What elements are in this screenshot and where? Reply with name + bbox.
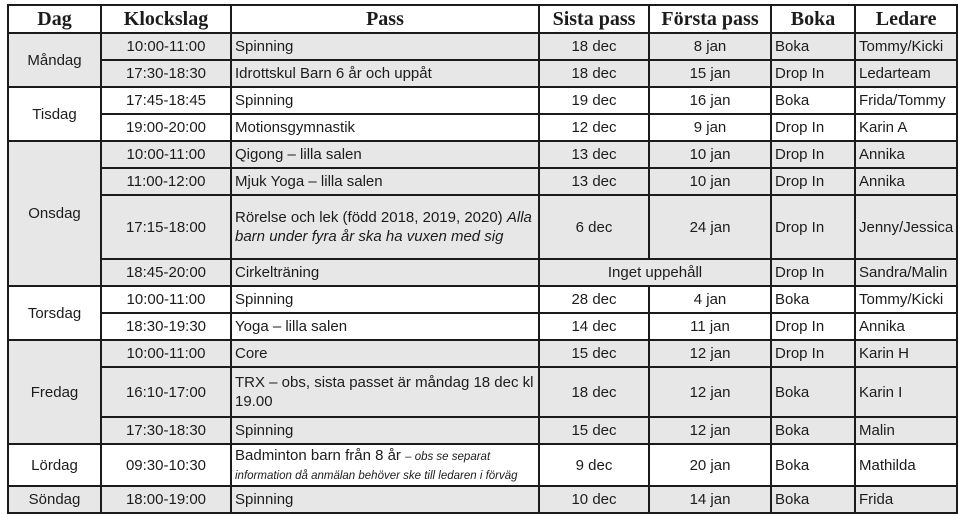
pass-text: Mjuk Yoga – lilla salen [235, 173, 383, 190]
boka-cell: Drop In [771, 195, 855, 259]
boka-cell: Boka [771, 444, 855, 486]
sista-pass-cell: 6 dec [539, 195, 649, 259]
time-cell: 18:30-19:30 [101, 313, 231, 340]
time-cell: 18:00-19:00 [101, 486, 231, 513]
table-row [8, 114, 957, 141]
pass-text: Spinning [235, 38, 294, 55]
pass-text: Spinning [235, 92, 294, 109]
ledare-cell: Ledarteam [855, 60, 957, 87]
header-forsta-pass: Första pass [649, 5, 771, 33]
pass-cell [231, 340, 539, 367]
table-row [8, 141, 957, 168]
pass-text: Qigong – lilla salen [235, 146, 362, 163]
forsta-pass-cell: 11 jan [649, 313, 771, 340]
table-row [8, 286, 957, 313]
pass-note: – obs se separat information då anmälan behöver ske till ledaren i förväg [235, 451, 518, 482]
forsta-pass-cell: 12 jan [649, 367, 771, 417]
time-cell: 17:30-18:30 [101, 417, 231, 444]
pass-cell [231, 367, 539, 417]
forsta-pass-cell: 20 jan [649, 444, 771, 486]
header-row [8, 5, 957, 33]
pass-text: Spinning [235, 291, 294, 308]
pass-cell [231, 114, 539, 141]
time-cell: 10:00-11:00 [101, 286, 231, 313]
header-klockslag: Klockslag [101, 5, 231, 33]
sista-pass-cell: 13 dec [539, 141, 649, 168]
day-cell: Torsdag [8, 286, 101, 340]
sista-pass-cell: 19 dec [539, 87, 649, 114]
forsta-pass-cell: 4 jan [649, 286, 771, 313]
pass-text: Core [235, 345, 268, 362]
header-pass: Pass [231, 5, 539, 33]
pass-text: Spinning [235, 422, 294, 439]
time-cell: 10:00-11:00 [101, 340, 231, 367]
table-row [8, 486, 957, 513]
table-row [8, 313, 957, 340]
table-row [8, 60, 957, 87]
table-row [8, 259, 957, 286]
boka-cell: Boka [771, 286, 855, 313]
boka-cell: Drop In [771, 114, 855, 141]
pass-cell [231, 33, 539, 60]
ledare-cell: Karin I [855, 367, 957, 417]
pass-text: Motionsgymnastik [235, 119, 356, 136]
time-cell: 19:00-20:00 [101, 114, 231, 141]
day-cell: Lördag [8, 444, 101, 486]
forsta-pass-cell: 24 jan [649, 195, 771, 259]
time-cell: 16:10-17:00 [101, 367, 231, 417]
table-row [8, 33, 957, 60]
forsta-pass-cell: 10 jan [649, 141, 771, 168]
pass-cell [231, 313, 539, 340]
pass-text: Rörelse och lek (född 2018, 2019, 2020) [235, 209, 507, 226]
time-cell: 17:15-18:00 [101, 195, 231, 259]
forsta-pass-cell: 9 jan [649, 114, 771, 141]
ledare-cell: Karin A [855, 114, 957, 141]
sista-pass-cell: 10 dec [539, 486, 649, 513]
time-cell: 18:45-20:00 [101, 259, 231, 286]
table-row [8, 367, 957, 417]
table-row [8, 195, 957, 259]
time-cell: 10:00-11:00 [101, 33, 231, 60]
boka-cell: Drop In [771, 259, 855, 286]
forsta-pass-cell: 15 jan [649, 60, 771, 87]
boka-cell: Drop In [771, 168, 855, 195]
boka-cell: Drop In [771, 313, 855, 340]
boka-cell: Drop In [771, 60, 855, 87]
ledare-cell: Annika [855, 313, 957, 340]
table-row [8, 444, 957, 486]
boka-cell: Drop In [771, 340, 855, 367]
day-cell: Måndag [8, 33, 101, 87]
forsta-pass-cell: 16 jan [649, 87, 771, 114]
pass-cell [231, 259, 539, 286]
day-cell: Fredag [8, 340, 101, 444]
forsta-pass-cell: 12 jan [649, 340, 771, 367]
sista-pass-cell: 15 dec [539, 340, 649, 367]
sista-pass-cell: 13 dec [539, 168, 649, 195]
sista-pass-cell: 18 dec [539, 60, 649, 87]
pass-cell [231, 168, 539, 195]
ledare-cell: Karin H [855, 340, 957, 367]
boka-cell: Boka [771, 417, 855, 444]
pass-note: Alla barn under fyra år ska ha vuxen med sig [235, 209, 532, 245]
boka-cell: Drop In [771, 141, 855, 168]
header-dag: Dag [8, 5, 101, 33]
time-cell: 09:30-10:30 [101, 444, 231, 486]
sista-pass-cell: 28 dec [539, 286, 649, 313]
ledare-cell: Frida [855, 486, 957, 513]
table-row [8, 417, 957, 444]
header-boka: Boka [771, 5, 855, 33]
ledare-cell: Mathilda [855, 444, 957, 486]
day-cell: Söndag [8, 486, 101, 513]
ledare-cell: Annika [855, 141, 957, 168]
ledare-cell: Malin [855, 417, 957, 444]
forsta-pass-cell: 10 jan [649, 168, 771, 195]
pass-text: Badminton barn från 8 år [235, 447, 406, 464]
forsta-pass-cell: 12 jan [649, 417, 771, 444]
sista-pass-cell: 15 dec [539, 417, 649, 444]
pass-cell [231, 87, 539, 114]
schedule-table [7, 4, 958, 514]
sista-pass-cell: 9 dec [539, 444, 649, 486]
table-row [8, 87, 957, 114]
time-cell: 17:45-18:45 [101, 87, 231, 114]
time-cell: 17:30-18:30 [101, 60, 231, 87]
pass-cell [231, 286, 539, 313]
pass-text: Spinning [235, 491, 294, 508]
header-ledare: Ledare [855, 5, 957, 33]
time-cell: 11:00-12:00 [101, 168, 231, 195]
forsta-pass-cell: 14 jan [649, 486, 771, 513]
ledare-cell: Tommy/Kicki [855, 286, 957, 313]
ledare-cell: Frida/Tommy [855, 87, 957, 114]
boka-cell: Boka [771, 486, 855, 513]
pass-cell [231, 417, 539, 444]
sista-pass-cell: 18 dec [539, 33, 649, 60]
pass-text: TRX – obs, sista passet är måndag 18 dec kl 19.00 [235, 374, 534, 410]
ledare-cell: Sandra/Malin [855, 259, 957, 286]
pass-text: Yoga – lilla salen [235, 318, 348, 335]
pass-cell [231, 444, 539, 486]
pass-text: Cirkelträning [235, 264, 320, 281]
table-row [8, 340, 957, 367]
pass-text: Idrottskul Barn 6 år och uppåt [235, 65, 432, 82]
table-row [8, 168, 957, 195]
boka-cell: Boka [771, 33, 855, 60]
day-cell: Onsdag [8, 141, 101, 286]
schedule-wrapper [7, 4, 958, 514]
merged-dates-cell: Inget uppehåll [539, 259, 771, 286]
boka-cell: Boka [771, 367, 855, 417]
header-sista-pass: Sista pass [539, 5, 649, 33]
day-cell: Tisdag [8, 87, 101, 141]
pass-cell [231, 486, 539, 513]
sista-pass-cell: 18 dec [539, 367, 649, 417]
pass-cell [231, 141, 539, 168]
pass-cell [231, 60, 539, 87]
pass-cell [231, 195, 539, 259]
boka-cell: Boka [771, 87, 855, 114]
ledare-cell: Tommy/Kicki [855, 33, 957, 60]
ledare-cell: Jenny/Jessica [855, 195, 957, 259]
ledare-cell: Annika [855, 168, 957, 195]
time-cell: 10:00-11:00 [101, 141, 231, 168]
forsta-pass-cell: 8 jan [649, 33, 771, 60]
sista-pass-cell: 12 dec [539, 114, 649, 141]
sista-pass-cell: 14 dec [539, 313, 649, 340]
